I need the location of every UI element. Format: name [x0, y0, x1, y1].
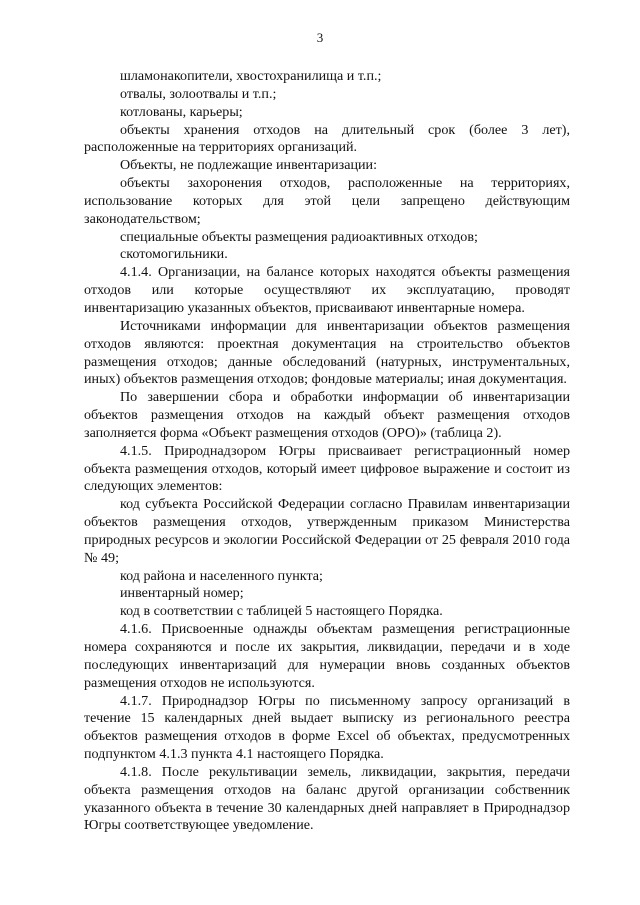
paragraph-4-1-6: 4.1.6. Присвоенные однажды объектам размещения регистрационные номера сохраняются и после их закрытия, ликвидации, передачи и в ходе последующих инвентаризаций для нумерации вновь созданных объектов размещения отходов не используются. [84, 621, 570, 691]
paragraph-4-1-4: 4.1.4. Организации, на балансе которых находятся объекты размещения отходов или которые осуществляют их эксплуатацию, проводят инвентаризацию указанных объектов, присваивают инвентарные номера. [84, 264, 570, 316]
paragraph-long-term-storage: объекты хранения отходов на длительный срок (более 3 лет), расположенные на территориях организаций. [84, 121, 570, 156]
document-body [84, 68, 570, 835]
page-number: 3 [316, 30, 324, 45]
paragraph-inventory-number: инвентарный номер; [120, 585, 244, 602]
paragraph-cattle-burial: скотомогильники. [120, 246, 228, 263]
paragraph-district-code: код района и населенного пункта; [120, 567, 323, 584]
paragraph-subject-code: код субъекта Российской Федерации согласно Правилам инвентаризации объектов размещения отходов, утвержденным приказом Министерства природных ресурсов и экологии Российской Федерации от 25 февраля 2010 года № 49; [84, 496, 570, 566]
paragraph-oro-form: По завершении сбора и обработки информации об инвентаризации объектов размещения отходов на каждый объект размещения отходов заполняется форма «Объект размещения отходов (ОРО)» (таблица 2). [84, 389, 570, 441]
paragraph-4-1-7: 4.1.7. Природнадзор Югры по письменному запросу организаций в течение 15 календарных дней выдает выписку из регионального реестра объектов размещения отходов в форме Excel об объектах, предусмотренных подпунктом 4.1.3 пункта 4.1 настоящего Порядка. [84, 692, 570, 763]
paragraph-not-subject-heading: Объекты, не подлежащие инвентаризации: [120, 157, 378, 174]
paragraph-table-5-code: код в соответствии с таблицей 5 настоящего Порядка. [120, 603, 443, 620]
paragraph-burial-objects: объекты захоронения отходов, расположенные на территориях, использование которых для этой цели запрещено действующим законодательством; [84, 175, 570, 227]
paragraph-4-1-8: 4.1.8. После рекультивации земель, ликвидации, закрытия, передачи объекта размещения отходов на баланс другой организации собственник указанного объекта в течение 30 календарных дней направляет в Природнадзор Югры соответствующее уведомление. [84, 763, 570, 834]
paragraph-pits-quarries: котлованы, карьеры; [120, 103, 243, 120]
paragraph-sludge-storage: шламонакопители, хвостохранилища и т.п.; [120, 68, 382, 84]
paragraph-4-1-5: 4.1.5. Природнадзором Югры присваивает регистрационный номер объекта размещения отходов, который имеет цифровое выражение и состоит из следующих элементов: [84, 442, 570, 495]
paragraph-dumps: отвалы, золоотвалы и т.п.; [120, 85, 277, 102]
paragraph-radioactive-waste: специальные объекты размещения радиоактивных отходов; [120, 228, 478, 245]
paragraph-information-sources: Источниками информации для инвентаризации объектов размещения отходов являются: проектная документация на строительство объектов размещения отходов; данные обследований (натурных, инструментальных, иных) объектов размещения отходов; фондовые материалы; иная документация. [84, 317, 570, 388]
